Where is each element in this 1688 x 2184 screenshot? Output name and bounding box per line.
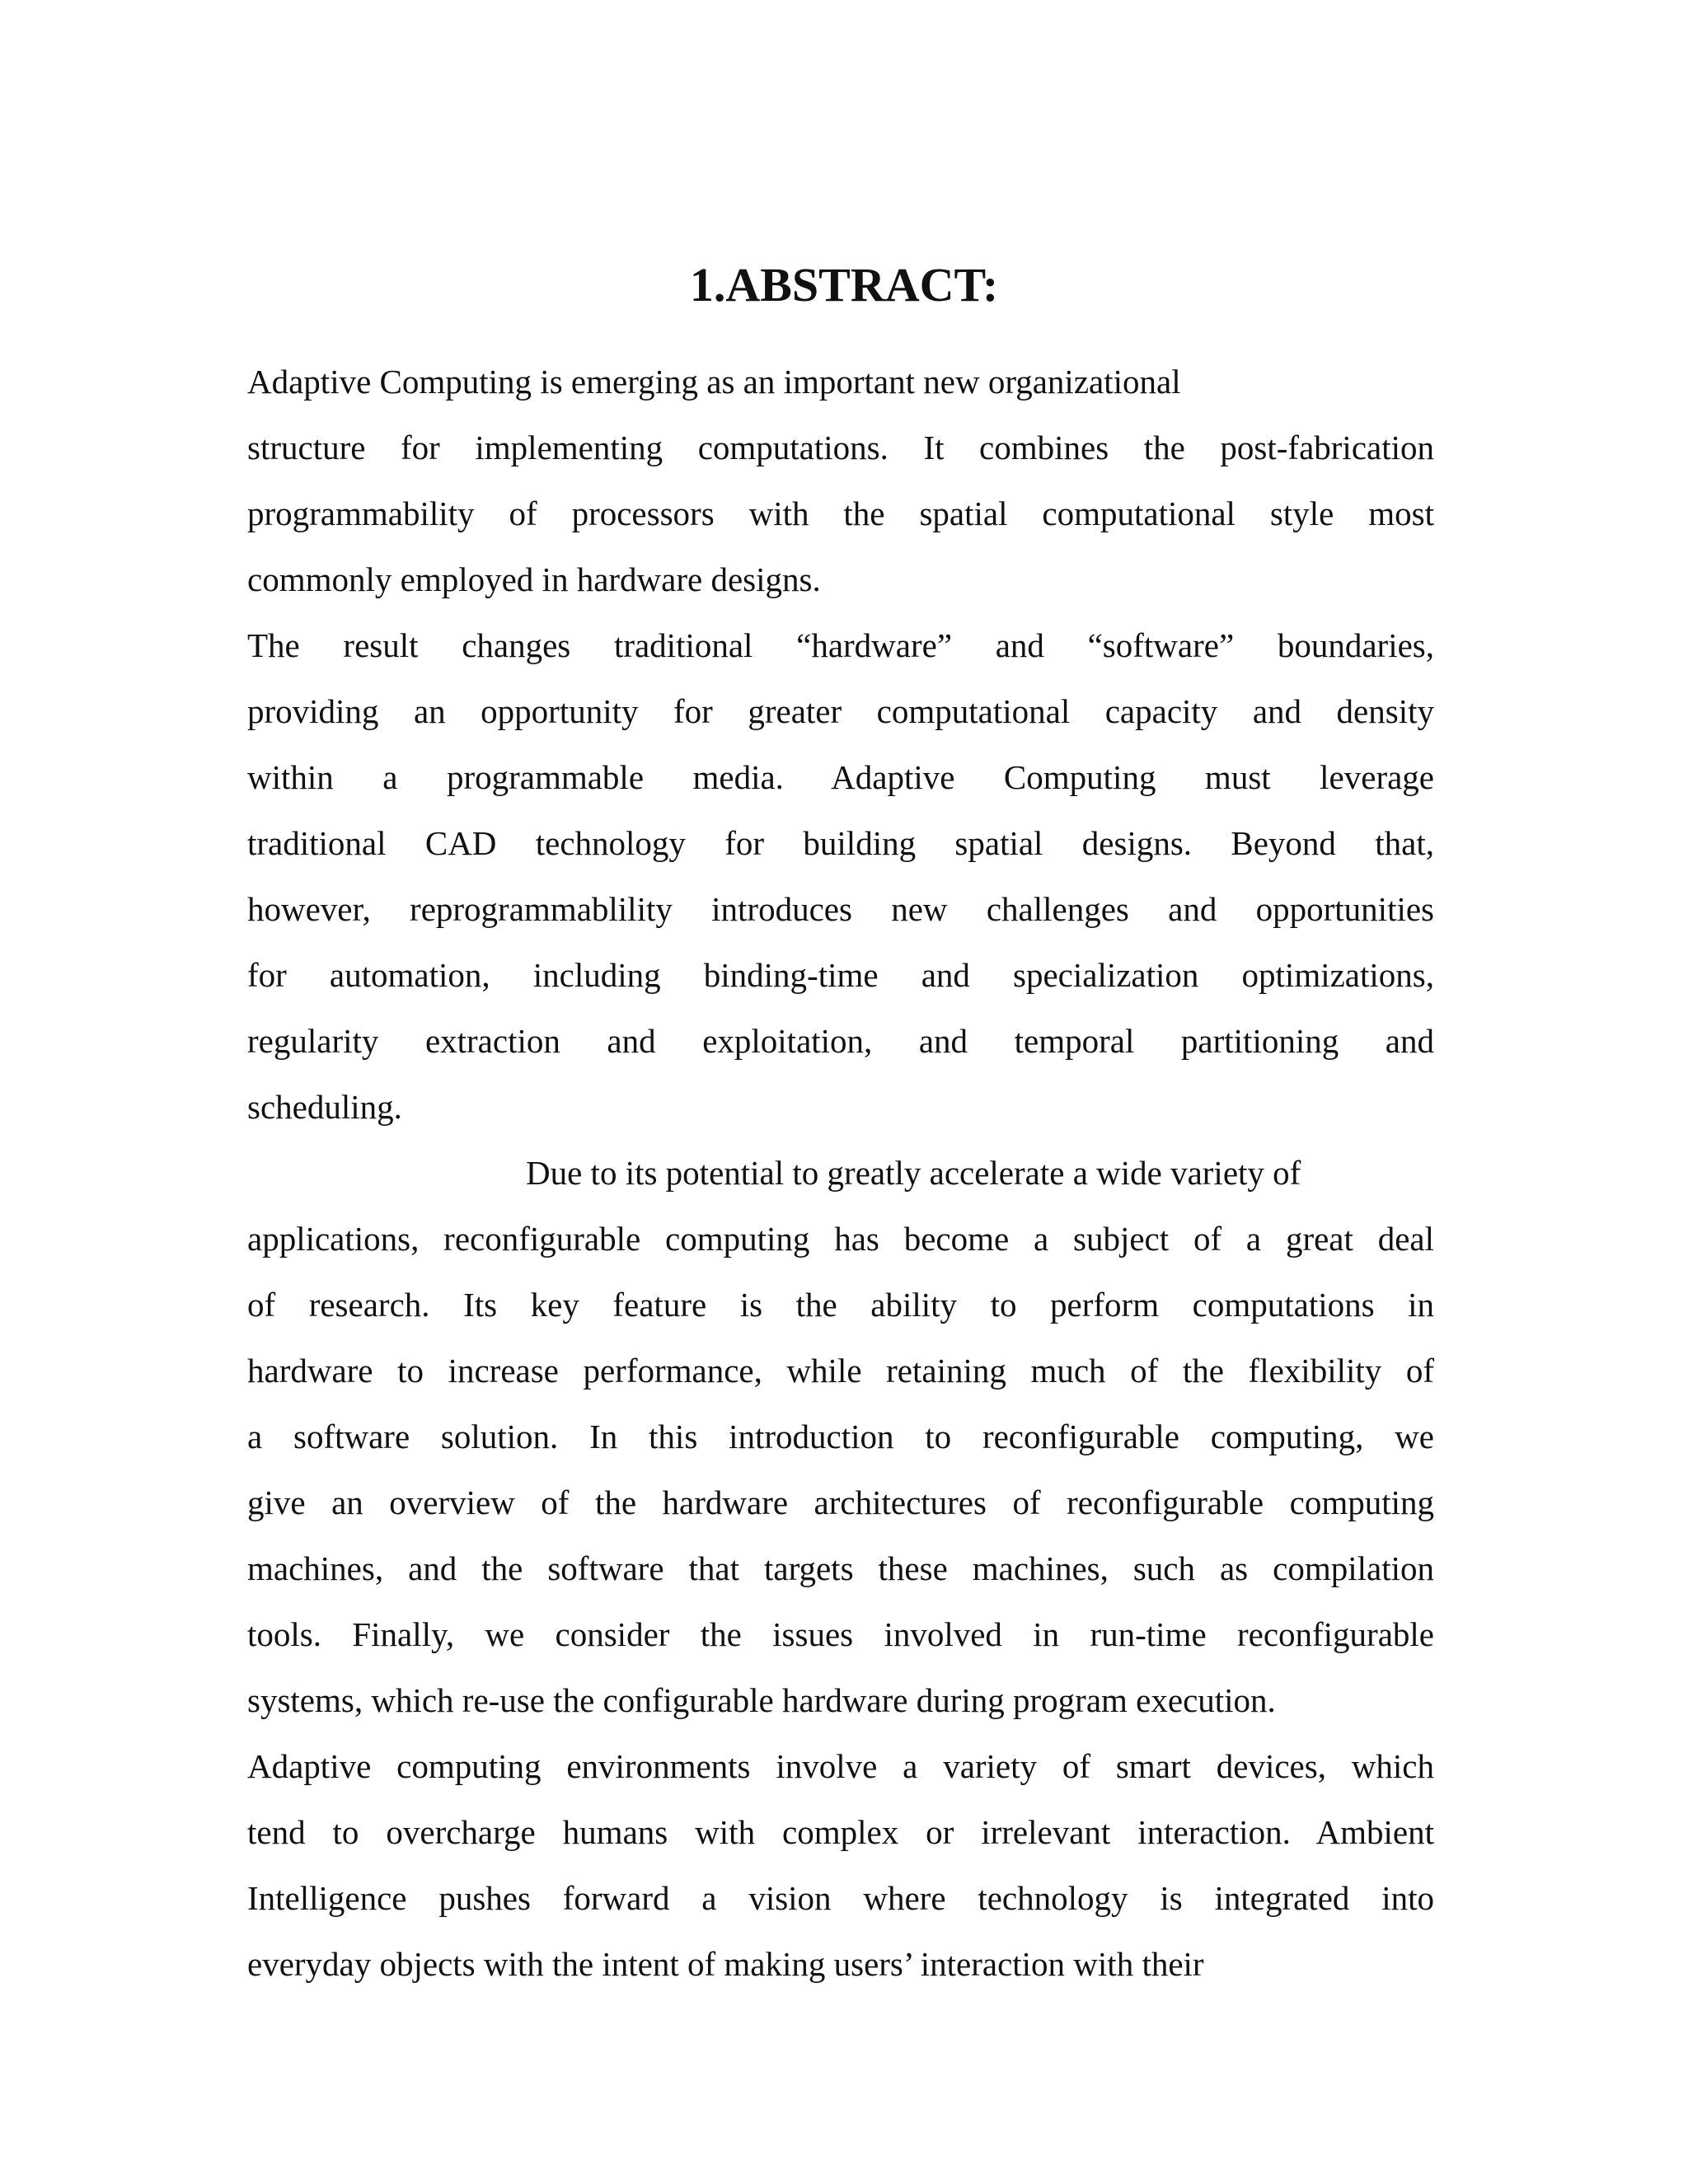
text-line: traditional CAD technology for building spatial designs. Beyond that, (247, 824, 1434, 862)
text-line: for automation, including binding-time and specialization optimizations, (247, 956, 1434, 994)
text-line: tools. Finally, we consider the issues involved in run-time reconfigurable (247, 1615, 1434, 1653)
text-line: applications, reconfigurable computing has become a subject of a great deal (247, 1220, 1434, 1258)
text-line: programmability of processors with the spatial computational style most (247, 494, 1434, 532)
text-line: structure for implementing computations. It combines the post-fabrication (247, 429, 1434, 466)
text-line: of research. Its key feature is the ability to perform computations in (247, 1286, 1434, 1324)
text-line: commonly employed in hardware designs. (247, 560, 821, 598)
text-line: scheduling. (247, 1088, 402, 1126)
text-line: give an overview of the hardware architectures of reconfigurable computing (247, 1483, 1434, 1521)
text-line: Due to its potential to greatly accelerate a wide variety of (526, 1154, 1301, 1192)
text-line: tend to overcharge humans with complex or irrelevant interaction. Ambient (247, 1813, 1434, 1851)
text-line: regularity extraction and exploitation, and temporal partitioning and (247, 1022, 1434, 1060)
text-line: Adaptive Computing is emerging as an important new organizational (247, 363, 1181, 401)
abstract-body (247, 349, 1434, 1997)
text-line: systems, which re-use the configurable hardware during program execution. (247, 1681, 1276, 1719)
text-line: within a programmable media. Adaptive Computing must leverage (247, 758, 1434, 796)
text-line: machines, and the software that targets these machines, such as compilation (247, 1549, 1434, 1587)
text-line: providing an opportunity for greater computational capacity and density (247, 692, 1434, 730)
text-line: Intelligence pushes forward a vision where technology is integrated into (247, 1879, 1434, 1917)
text-line: however, reprogrammablility introduces new challenges and opportunities (247, 890, 1434, 928)
section-heading: 1.ABSTRACT: (689, 258, 999, 312)
text-line: a software solution. In this introduction to reconfigurable computing, we (247, 1418, 1434, 1455)
text-line: hardware to increase performance, while retaining much of the flexibility of (247, 1352, 1434, 1390)
text-line: The result changes traditional “hardware” and “software” boundaries, (247, 626, 1434, 664)
text-line: everyday objects with the intent of making users’ interaction with their (247, 1945, 1204, 1983)
text-line: Adaptive computing environments involve a variety of smart devices, which (247, 1747, 1434, 1785)
